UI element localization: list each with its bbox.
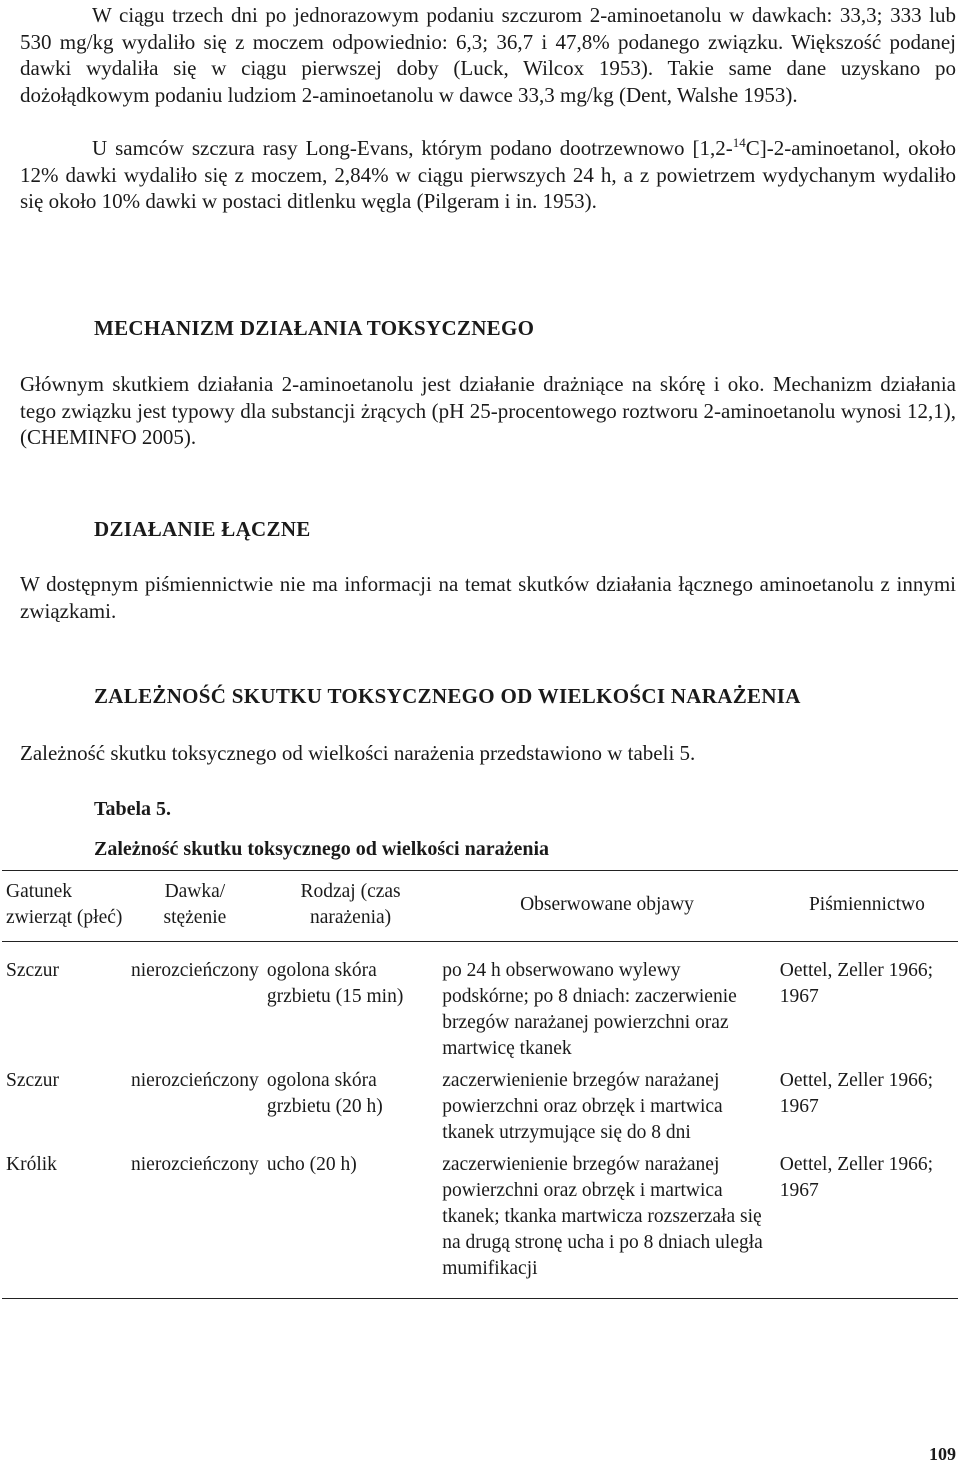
header-exposure-type: Rodzaj (czas narażenia) [263,871,438,942]
cell-exposure-type: ogolona skóra grzbietu (20 h) [266,1070,383,1117]
table-row [2,1146,958,1299]
paragraph-combined-action: W dostępnym piśmiennictwie nie ma informacji na temat skutków działania łącznego aminoetanolu z innymi związkami. [20,572,956,623]
cell-observed-effects: zaczerwienienie brzegów narażanej powierzchni oraz obrzęk i martwica tkanek; tkanka martwicza rozszerzała się na drugą stronę ucha i po 8 dniach uległa mumifikacji [438,1146,776,1299]
heading-mechanism: MECHANIZM DZIAŁANIA TOKSYCZNEGO [94,316,535,340]
paragraph-long-evans-end: C]-2-aminoetanol, około 12% dawki wydaliło się z moczem, 2,84% w ciągu pierwszych 24 h, a z powietrzem wydychanym wydaliło się około 10% dawki w postaci ditlenku węgla (Pilgeram i in. 1953). [20,136,956,213]
header-species: Gatunek zwierząt (płeć) [2,871,127,942]
cell-exposure-type: ucho (20 h) [263,1146,438,1299]
cell-species: Szczur [6,1070,60,1091]
cell-references: Oettel, Zeller 1966; 1967 [776,1146,958,1299]
paragraph-long-evans [20,135,956,215]
header-references: Piśmiennictwo [776,871,958,942]
header-dose: Dawka/ stężenie [127,871,263,942]
cell-dose: nierozcieńczony [131,1070,259,1091]
paragraph-long-evans-start: U samców szczura rasy Long-Evans, którym podano dootrzewnowo [1,2- [92,136,733,160]
cell-species: Królik [2,1146,127,1299]
table-label: Tabela 5. [94,798,172,820]
header-observed-effects: Obserwowane objawy [438,871,776,942]
isotope-superscript: 14 [732,135,746,150]
table-header-row [2,871,958,942]
table-title: Zależność skutku toksycznego od wielkości narażenia [94,838,550,860]
cell-references: Oettel, Zeller 1966; 1967 [779,1070,934,1117]
heading-dose-effect: ZALEŻNOŚĆ SKUTKU TOKSYCZNEGO OD WIELKOŚCI NARAŻENIA [94,684,801,708]
cell-dose: nierozcieńczony [127,1146,263,1299]
cell-references: Oettel, Zeller 1966; 1967 [779,960,934,1007]
cell-species: Szczur [6,960,60,981]
cell-observed-effects: zaczerwienienie brzegów narażanej powierzchni oraz obrzęk i martwica tkanek utrzymujące się do 8 dni [442,1070,723,1143]
paragraph-mechanism: Głównym skutkiem działania 2-aminoetanolu jest działanie drażniące na skórę i oko. Mechanizm działania tego związku jest typowy dla substancji żrących (pH 25-procentowego roztworu 2-aminoetanolu wynosi 12,1), (CHEMINFO 2005). [20,372,956,449]
page-number: 109 [929,1444,956,1464]
heading-combined-action: DZIAŁANIE ŁĄCZNE [94,517,311,541]
cell-exposure-type: ogolona skóra grzbietu (15 min) [266,960,404,1007]
dose-effect-table [2,870,958,1299]
table-row [2,942,958,1063]
paragraph-excretion: W ciągu trzech dni po jednorazowym podaniu szczurom 2-aminoetanolu w dawkach: 33,3; 333 lub 530 mg/kg wydaliło się z moczem odpowiednio: 6,3; 36,7 i 47,8% podanego związku. Większość podanej dawki wydaliła się w ciągu pierwszej doby (Luck, Wilcox 1953). Takie same dane uzyskano po dożołądkowym podaniu ludziom 2-aminoetanolu w dawce 33,3 mg/kg (Dent, Walshe 1953). [20,3,956,107]
table-row [2,1062,958,1146]
paragraph-dose-effect: Zależność skutku toksycznego od wielkości narażenia przedstawiono w tabeli 5. [20,741,696,765]
cell-dose: nierozcieńczony [131,960,259,981]
cell-observed-effects: po 24 h obserwowano wylewy podskórne; po 8 dniach: zaczerwienie brzegów narażanej powierzchni oraz martwicę tkanek [442,960,737,1059]
